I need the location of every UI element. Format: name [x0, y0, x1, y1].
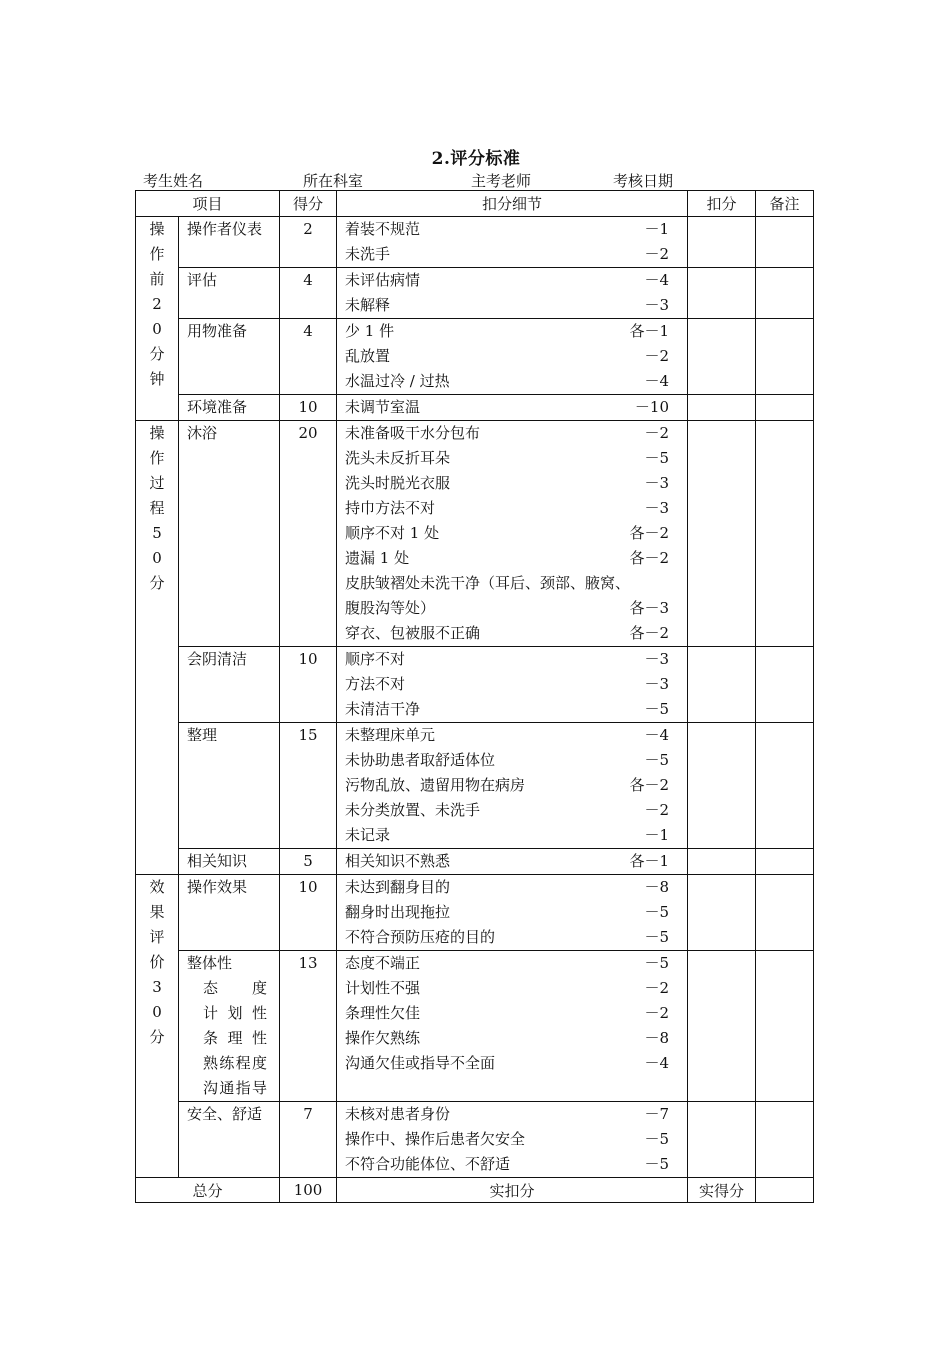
- deduction-value: －4: [644, 726, 670, 744]
- deduction-text: 顺序不对 1 处: [345, 524, 440, 542]
- deduction-text: 未核对患者身份: [345, 1105, 451, 1123]
- item-name: 操作效果: [187, 878, 248, 896]
- deduction-value: －5: [644, 700, 670, 718]
- table-row: [136, 217, 814, 268]
- remark-input-cell[interactable]: [756, 849, 814, 875]
- item-cell: [179, 849, 280, 875]
- deduction-line: [345, 875, 669, 900]
- deduction-text: 未准备吸干水分包布: [345, 424, 481, 442]
- table-row: [136, 421, 814, 647]
- deduction-text: 沟通欠佳或指导不全面: [345, 1054, 496, 1072]
- remark-input-cell[interactable]: [756, 268, 814, 319]
- examiner-label: 主考老师: [471, 172, 532, 190]
- deduction-value: －5: [644, 928, 670, 946]
- deduction-value: －5: [644, 751, 670, 769]
- item-name: 整理: [187, 726, 218, 744]
- deduction-value: －2: [644, 979, 670, 997]
- deduction-value: －4: [644, 1054, 670, 1072]
- deduction-line: [345, 697, 669, 722]
- deduction-line: [345, 596, 669, 621]
- deduction-value: －3: [644, 675, 670, 693]
- deduction-text: 未洗手: [345, 245, 391, 263]
- deduction-text: 方法不对: [345, 675, 406, 693]
- actual-score-input-cell[interactable]: [756, 1178, 814, 1203]
- deduction-text: 计划性不强: [345, 979, 421, 997]
- detail-cell: [337, 875, 688, 951]
- table-row: [136, 849, 814, 875]
- deduction-text: 洗头时脱光衣服: [345, 474, 451, 492]
- deduction-value: －5: [644, 1130, 670, 1148]
- item-cell: [179, 951, 280, 1102]
- deduction-line: [345, 823, 669, 848]
- deduction-line: [345, 849, 669, 874]
- detail-cell: [337, 1102, 688, 1178]
- item-name: 环境准备: [187, 398, 248, 416]
- deduction-line: [345, 773, 669, 798]
- table-row: [136, 395, 814, 421]
- deduction-line: [345, 395, 669, 420]
- detail-cell: [337, 268, 688, 319]
- remark-input-cell[interactable]: [756, 875, 814, 951]
- deduct-input-cell[interactable]: [688, 217, 756, 268]
- deduction-value: 各－2: [629, 776, 670, 794]
- item-score: 7: [280, 1102, 337, 1178]
- deduction-text: 翻身时出现拖拉: [345, 903, 451, 921]
- item-score: 10: [280, 395, 337, 421]
- deduction-text: 未评估病情: [345, 271, 421, 289]
- detail-cell: [337, 217, 688, 268]
- detail-cell: [337, 647, 688, 723]
- item-score: 15: [280, 723, 337, 849]
- item-sub-criterion: 熟练程度: [203, 1054, 267, 1072]
- deduct-input-cell[interactable]: [688, 647, 756, 723]
- item-name: 整体性: [187, 954, 233, 972]
- table-row: [136, 647, 814, 723]
- item-cell: [179, 875, 280, 951]
- deduction-line: [345, 976, 669, 1001]
- deduction-text: 未调节室温: [345, 398, 421, 416]
- remark-input-cell[interactable]: [756, 421, 814, 647]
- deduction-value: 各－2: [629, 624, 670, 642]
- deduction-line: [345, 268, 669, 293]
- item-name: 会阴清洁: [187, 650, 248, 668]
- item-score: 5: [280, 849, 337, 875]
- deduction-text: 遗漏 1 处: [345, 549, 410, 567]
- item-score: 10: [280, 647, 337, 723]
- deduction-value: 各－1: [629, 852, 670, 870]
- deduction-text: 操作中、操作后患者欠安全: [345, 1130, 526, 1148]
- item-name: 评估: [187, 271, 218, 289]
- deduction-text: 污物乱放、遗留用物在病房: [345, 776, 526, 794]
- deduction-value: 各－1: [629, 322, 670, 340]
- item-cell: [179, 395, 280, 421]
- deduct-input-cell[interactable]: [688, 421, 756, 647]
- category-wrapper: [136, 875, 178, 1050]
- table-row: [136, 723, 814, 849]
- item-cell: [179, 723, 280, 849]
- deduction-line: [345, 1001, 669, 1026]
- remark-input-cell[interactable]: [756, 319, 814, 395]
- deduction-text: 操作欠熟练: [345, 1029, 421, 1047]
- deduction-text: 未清洁干净: [345, 700, 421, 718]
- deduction-line: [345, 496, 669, 521]
- deduction-value: －1: [644, 220, 670, 238]
- deduction-line: [345, 344, 669, 369]
- remark-input-cell[interactable]: [756, 217, 814, 268]
- deduction-line: [345, 242, 669, 267]
- deduction-value: －4: [644, 271, 670, 289]
- item-name: 沐浴: [187, 424, 218, 442]
- examinee-name-blank[interactable]: [203, 175, 303, 191]
- department-blank[interactable]: [363, 175, 471, 191]
- remark-input-cell[interactable]: [756, 1102, 814, 1178]
- deduction-value: －3: [644, 296, 670, 314]
- deduction-line: [345, 546, 669, 571]
- category-cell: [136, 217, 179, 421]
- deduction-text: 未分类放置、未洗手: [345, 801, 481, 819]
- remark-input-cell[interactable]: [756, 647, 814, 723]
- item-name: 安全、舒适: [187, 1105, 263, 1123]
- category-label: 效果评价30分: [149, 878, 165, 1046]
- table-row: [136, 319, 814, 395]
- deduction-line: [345, 217, 669, 242]
- category-cell: [136, 421, 179, 875]
- deduction-text: 不符合功能体位、不舒适: [345, 1155, 511, 1173]
- page-title: 2.评分标准: [431, 149, 521, 169]
- deduction-value: －5: [644, 954, 670, 972]
- deduction-line: [345, 1102, 669, 1127]
- item-cell: [179, 268, 280, 319]
- deduction-text: 顺序不对: [345, 650, 406, 668]
- detail-cell: [337, 951, 688, 1102]
- remark-input-cell[interactable]: [756, 395, 814, 421]
- remark-input-cell[interactable]: [756, 723, 814, 849]
- item-cell: [179, 1102, 280, 1178]
- remark-input-cell[interactable]: [756, 951, 814, 1102]
- deduction-line: [345, 647, 669, 672]
- deduction-value: 各－2: [629, 524, 670, 542]
- total-score: 100: [280, 1178, 337, 1203]
- deduction-value: －4: [644, 372, 670, 390]
- deduction-text: 未协助患者取舒适体位: [345, 751, 496, 769]
- deduction-value: －2: [644, 801, 670, 819]
- column-header-detail: 扣分细节: [337, 191, 688, 217]
- table-row: [136, 951, 814, 1102]
- examinee-label: 考生姓名: [143, 172, 204, 190]
- deduct-input-cell[interactable]: [688, 395, 756, 421]
- deduction-text: 相关知识不熟悉: [345, 852, 451, 870]
- item-cell: [179, 647, 280, 723]
- deduction-value: －3: [644, 650, 670, 668]
- item-cell: [179, 421, 280, 647]
- deduct-input-cell[interactable]: [688, 319, 756, 395]
- item-name: 操作者仪表: [187, 220, 263, 238]
- table-header-row: [136, 191, 814, 217]
- deduction-value: －5: [644, 449, 670, 467]
- deduction-value: －1: [644, 826, 670, 844]
- deduction-value: －8: [644, 1029, 670, 1047]
- item-score: 20: [280, 421, 337, 647]
- column-header-score: 得分: [280, 191, 337, 217]
- deduction-line: [345, 319, 669, 344]
- category-label: 操作前20分钟: [149, 220, 165, 388]
- deduction-text: 未达到翻身目的: [345, 878, 451, 896]
- deduction-value: －2: [644, 1004, 670, 1022]
- deduction-line: [345, 1051, 669, 1076]
- deduction-line: [345, 1127, 669, 1152]
- deduction-text: 水温过冷 / 过热: [345, 372, 450, 390]
- item-score: 13: [280, 951, 337, 1102]
- deduction-value: －3: [644, 499, 670, 517]
- category-wrapper: [136, 421, 178, 596]
- deduction-line: [345, 571, 669, 596]
- deduction-text: 洗头未反折耳朵: [345, 449, 451, 467]
- deduction-line: [345, 293, 669, 318]
- deducted-label: 实扣分: [337, 1178, 688, 1203]
- deduction-value: －2: [644, 245, 670, 263]
- deduction-text: 少 1 件: [345, 322, 395, 340]
- item-name: 相关知识: [187, 852, 248, 870]
- deduction-text: 未整理床单元: [345, 726, 436, 744]
- deduction-line: [345, 471, 669, 496]
- item-sub-criterion: 态度: [203, 979, 267, 997]
- deduction-line: [345, 521, 669, 546]
- table-row: [136, 875, 814, 951]
- scoring-table: [135, 190, 814, 1203]
- category-label: 操作过程50分: [149, 424, 165, 592]
- deduction-line: [345, 925, 669, 950]
- deduction-value: －7: [644, 1105, 670, 1123]
- deduction-line: [345, 369, 669, 394]
- deduct-input-cell[interactable]: [688, 951, 756, 1102]
- date-label: 考核日期: [613, 172, 674, 190]
- deduct-input-cell[interactable]: [688, 723, 756, 849]
- deduction-line: [345, 951, 669, 976]
- deduction-value: －5: [644, 1155, 670, 1173]
- deduction-line: [345, 723, 669, 748]
- deduct-input-cell[interactable]: [688, 849, 756, 875]
- deduction-text: 皮肤皱褶处未洗干净（耳后、颈部、腋窝、: [345, 574, 631, 592]
- column-header-remark: 备注: [756, 191, 814, 217]
- column-header-deduct: 扣分: [688, 191, 756, 217]
- deduct-input-cell[interactable]: [688, 1102, 756, 1178]
- item-sub-criterion: 沟通指导: [203, 1079, 267, 1097]
- deduction-value: －3: [644, 474, 670, 492]
- deduction-text: 穿衣、包被服不正确: [345, 624, 481, 642]
- deduction-text: 条理性欠佳: [345, 1004, 421, 1022]
- detail-cell: [337, 849, 688, 875]
- deduction-text: 持巾方法不对: [345, 499, 436, 517]
- item-cell: [179, 319, 280, 395]
- deduction-line: [345, 1152, 669, 1177]
- department-label: 所在科室: [303, 172, 364, 190]
- total-row: [136, 1178, 814, 1203]
- deduction-line: [345, 748, 669, 773]
- deduction-line: [345, 900, 669, 925]
- deduction-line: [345, 798, 669, 823]
- deduction-text: 未记录: [345, 826, 391, 844]
- deduction-text: 不符合预防压疮的目的: [345, 928, 496, 946]
- item-name: 用物准备: [187, 322, 248, 340]
- deduction-value: －5: [644, 903, 670, 921]
- item-score: 4: [280, 268, 337, 319]
- deduction-text: 腹股沟等处）: [345, 599, 436, 617]
- deduction-value: 各－2: [629, 549, 670, 567]
- item-sub-criterion: 计划性: [203, 1004, 267, 1022]
- item-cell: [179, 217, 280, 268]
- actual-label: 实得分: [688, 1178, 756, 1203]
- detail-cell: [337, 395, 688, 421]
- deduction-line: [345, 1026, 669, 1051]
- deduction-value: －10: [634, 398, 670, 416]
- date-blank[interactable]: [673, 175, 763, 191]
- deduction-line: [345, 621, 669, 646]
- item-score: 4: [280, 319, 337, 395]
- deduction-value: －2: [644, 424, 670, 442]
- deduction-value: 各－3: [629, 599, 670, 617]
- item-score: 2: [280, 217, 337, 268]
- detail-cell: [337, 723, 688, 849]
- deduction-line: [345, 672, 669, 697]
- total-label: 总分: [136, 1178, 280, 1203]
- category-wrapper: [136, 217, 178, 392]
- column-header-item: 项目: [136, 191, 280, 217]
- deduction-text: 未解释: [345, 296, 391, 314]
- deduction-line: [345, 446, 669, 471]
- table-row: [136, 1102, 814, 1178]
- deduction-value: －8: [644, 878, 670, 896]
- deduction-line: [345, 421, 669, 446]
- detail-cell: [337, 319, 688, 395]
- item-sub-criterion: 条理性: [203, 1029, 267, 1047]
- deduct-input-cell[interactable]: [688, 875, 756, 951]
- deduction-text: 着装不规范: [345, 220, 421, 238]
- examinee-info-line: [143, 170, 813, 190]
- table-row: [136, 268, 814, 319]
- deduction-value: －2: [644, 347, 670, 365]
- deduction-text: 态度不端正: [345, 954, 421, 972]
- deduction-text: 乱放置: [345, 347, 391, 365]
- category-cell: [136, 875, 179, 1178]
- examiner-blank[interactable]: [531, 175, 613, 191]
- detail-cell: [337, 421, 688, 647]
- deduct-input-cell[interactable]: [688, 268, 756, 319]
- item-score: 10: [280, 875, 337, 951]
